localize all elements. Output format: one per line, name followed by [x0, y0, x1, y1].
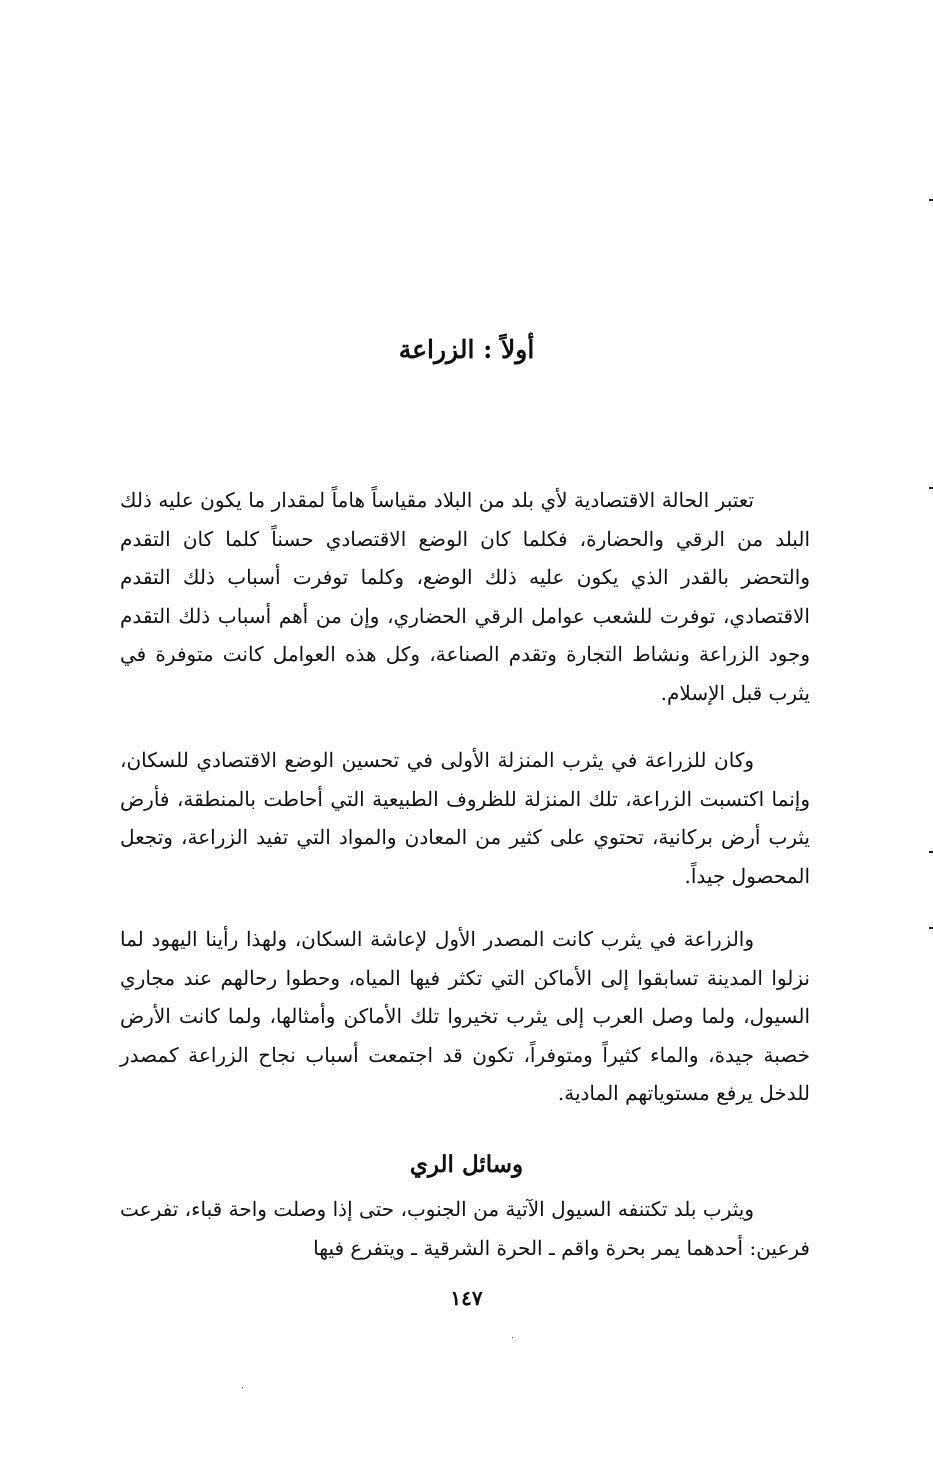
paragraph-4: [120, 1190, 810, 1267]
scan-edge-mark: [929, 199, 933, 201]
paragraph-2: [120, 741, 810, 895]
paragraph-3: [120, 920, 810, 1113]
scan-dot-mark: [242, 1387, 243, 1388]
paragraph-text: تعتبر الحالة الاقتصادية لأي بلد من البلاد مقياساً هاماً لمقدار ما يكون عليه ذلك البلد من الرقي والحضارة، فكلما كان الوضع الاقتصادي حسناً كلما كان التقدم والتحضر بالقدر الذي يكون عليه ذلك الوضع، وكلما توفرت أسباب ذلك التقدم الاقتصادي، توفرت للشعب عوامل الرقي الحضاري، وإن من أهم أسباب ذلك التقدم وجود الزراعة ونشاط التجارة وتقدم الصناعة، وكل هذه العوامل كانت متوفرة في يثرب قبل الإسلام.: [120, 488, 810, 705]
page-number: ١٤٧: [450, 1286, 483, 1310]
scan-edge-mark: [929, 927, 933, 929]
section-title: أولاً : الزراعة: [398, 335, 535, 364]
paragraph-text: وكان للزراعة في يثرب المنزلة الأولى في تحسين الوضع الاقتصادي للسكان، وإنما اكتسبت الزراعة، تلك المنزلة للظروف الطبيعية التي أحاطت بالمنطقة، فأرض يثرب أرض بركانية، تحتوي على كثير من المعادن والمواد التي تفيد الزراعة، وتجعل المحصول جيداً.: [120, 748, 810, 888]
scan-edge-mark: [929, 851, 933, 853]
paragraph-text: والزراعة في يثرب كانت المصدر الأول لإعاشة السكان، ولهذا رأينا اليهود لما نزلوا المدينة تسابقوا إلى الأماكن التي تكثر فيها المياه، وحطوا رحالهم عند مجاري السيول، ولما وصل العرب إلى يثرب تخيروا تلك الأماكن وأمثالها، ولما كانت الأرض خصبة جيدة، والماء كثيراً ومتوفراً، تكون قد اجتمعت أسباب نجاح الزراعة كمصدر للدخل يرفع مستوياتهم المادية.: [120, 927, 810, 1105]
paragraph-text: ويثرب بلد تكتنفه السيول الآتية من الجنوب، حتى إذا وصلت واحة قباء، تفرعت فرعين: أحدهما يمر بحرة واقم ـ الحرة الشرقية ـ ويتفرع فيها: [120, 1197, 810, 1260]
subheading-irrigation: وسائل الري: [409, 1151, 524, 1178]
scan-dot-mark: [512, 1337, 513, 1338]
paragraph-1: [120, 481, 810, 712]
scan-edge-mark: [929, 487, 933, 489]
